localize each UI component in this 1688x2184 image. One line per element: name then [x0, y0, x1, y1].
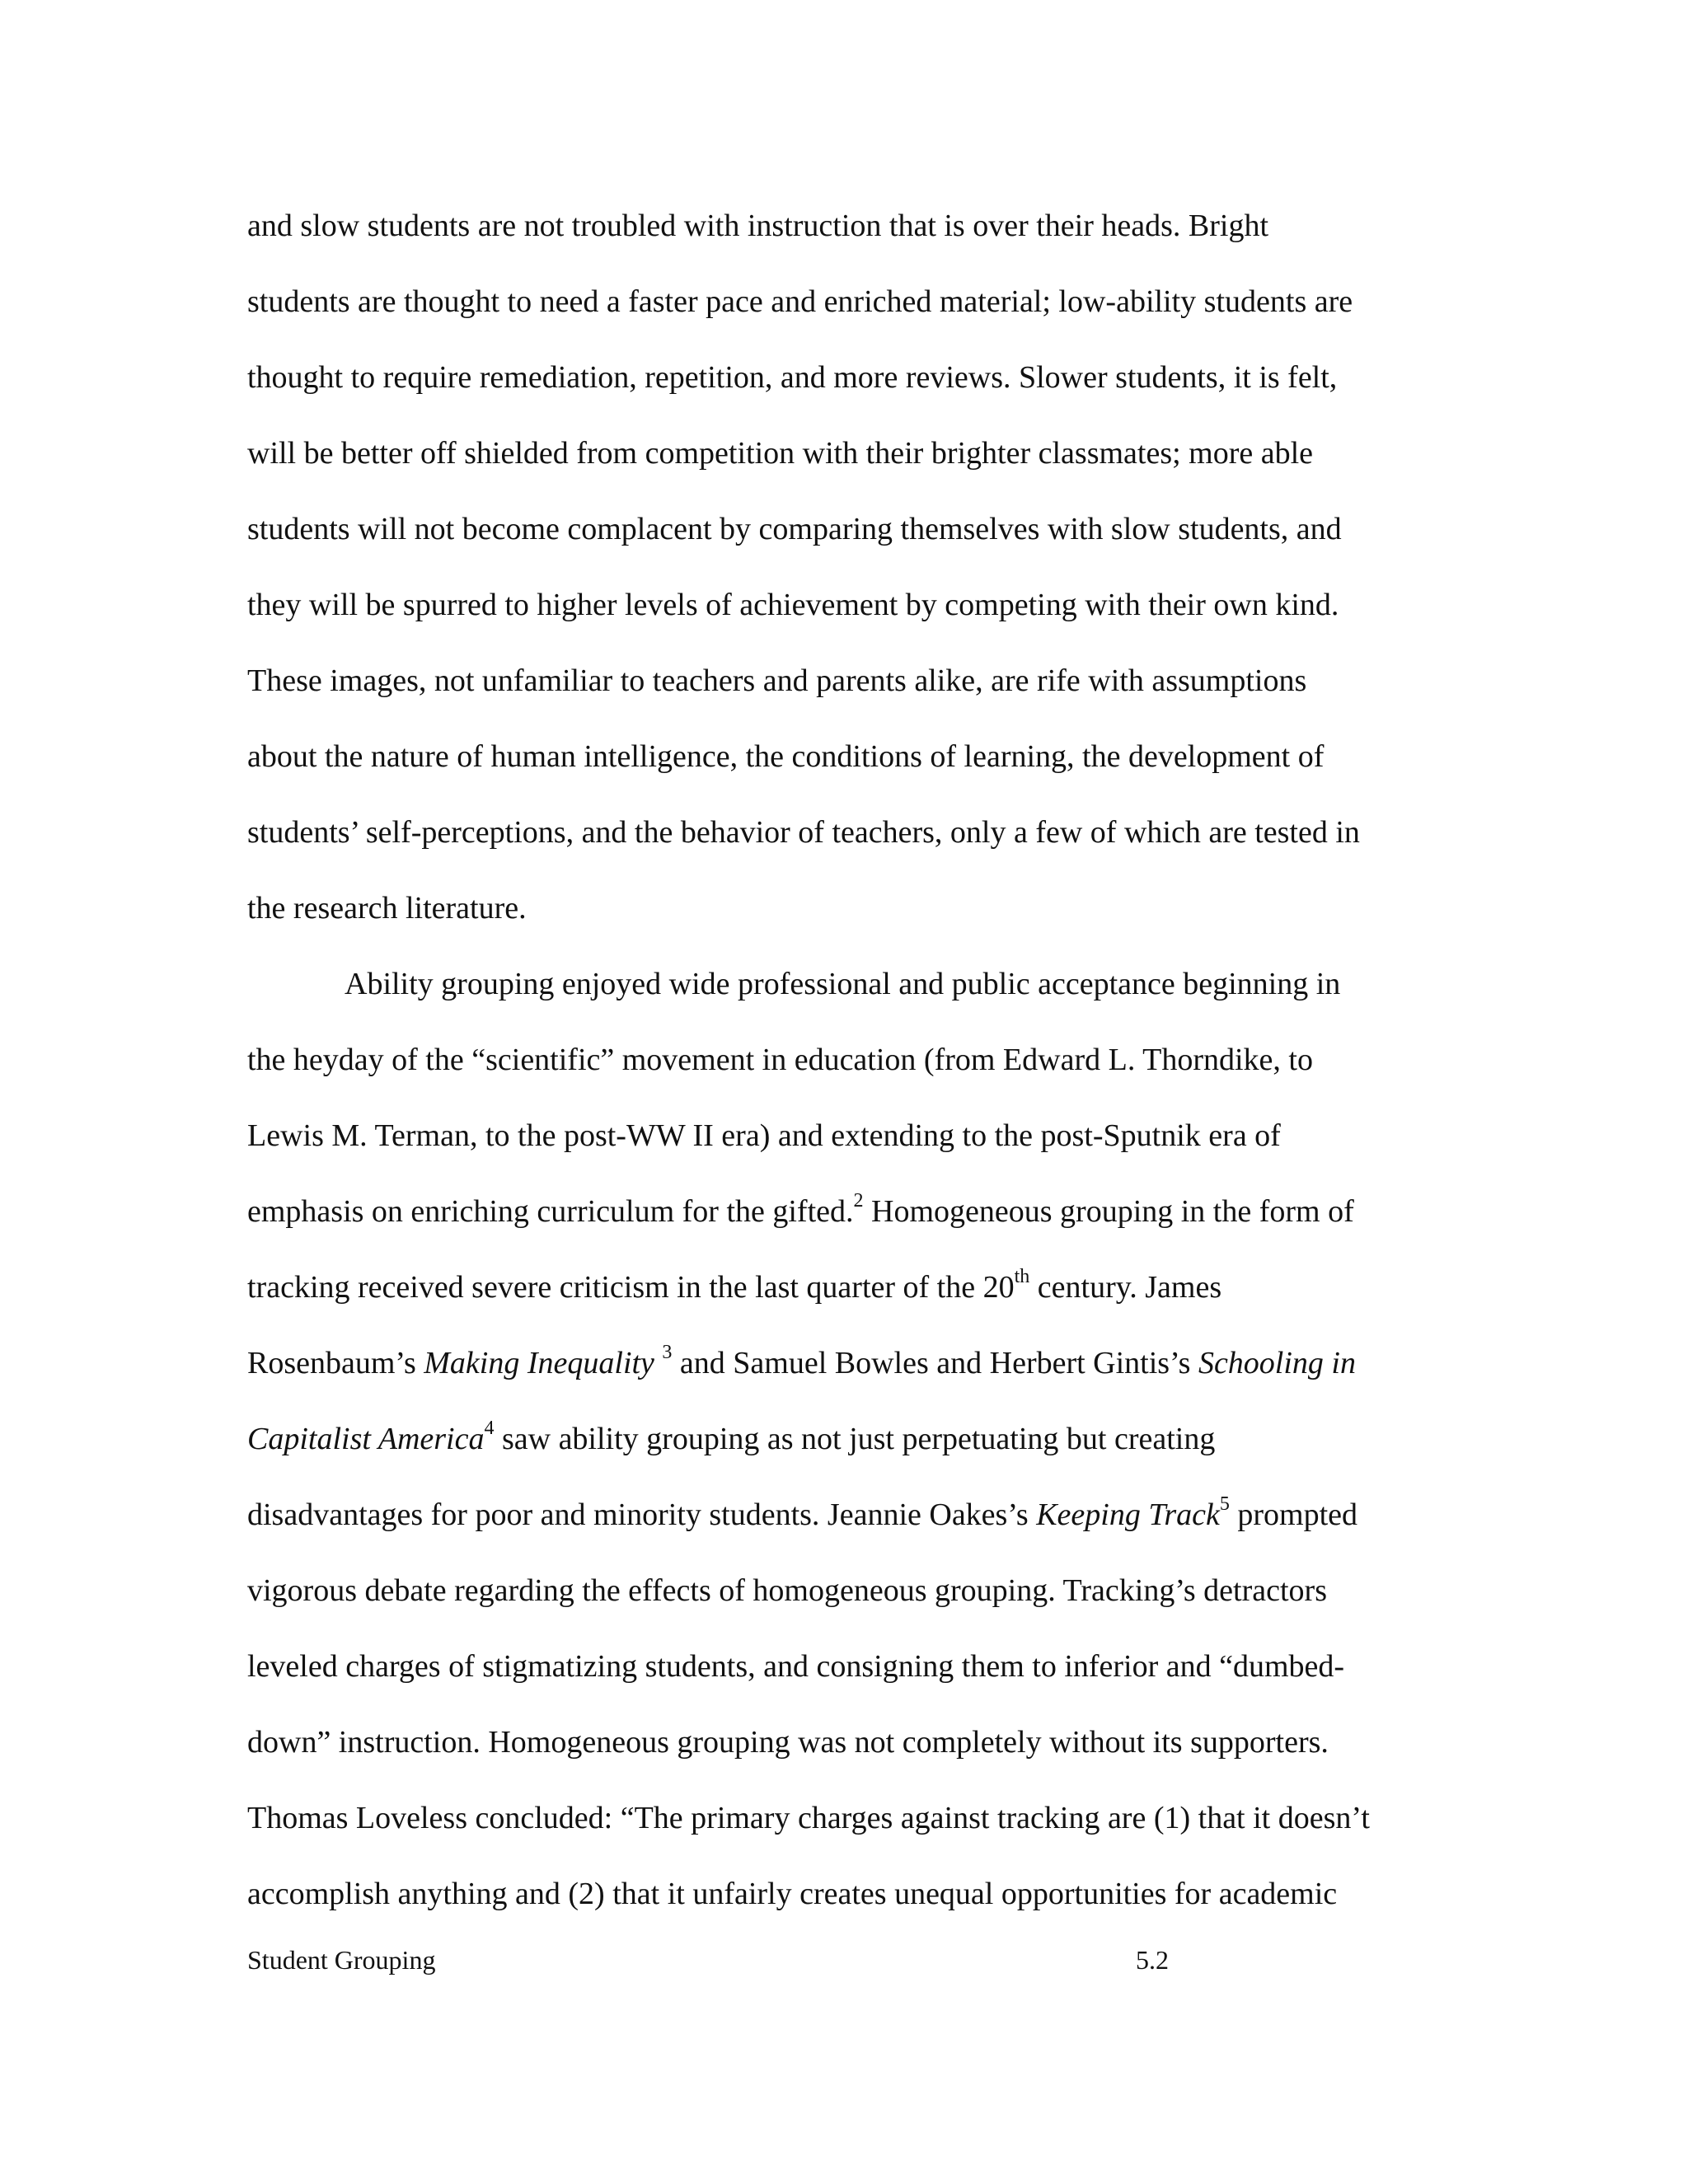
ordinal-suffix: th [1014, 1266, 1030, 1288]
text-segment: tracking received severe criticism in the last quarter of the 20 [247, 1270, 1015, 1305]
book-title: Capitalist America [247, 1422, 485, 1456]
paragraph-1 [247, 188, 1451, 946]
text-line: the research literature. [247, 891, 527, 926]
text-line: accomplish anything and (2) that it unfairly creates unequal opportunities for academic [247, 1877, 1338, 1911]
text-line: Ability grouping enjoyed wide professional and public acceptance beginning in [345, 967, 1341, 1001]
text-segment: century. James [1029, 1270, 1222, 1305]
paragraph-2 [247, 946, 1451, 1932]
footnote-ref-4: 4 [484, 1418, 495, 1440]
text-segment: emphasis on enriching curriculum for the gifted. [247, 1194, 854, 1229]
text-line [247, 1325, 1451, 1401]
text-line: and slow students are not troubled with instruction that is over their heads. Bright [247, 209, 1269, 243]
text-line: students will not become complacent by comparing themselves with slow students, and [247, 512, 1342, 546]
text-line [247, 1401, 1451, 1477]
book-title: Schooling in [1198, 1346, 1356, 1380]
text-line [247, 1174, 1451, 1249]
page-footer [247, 1943, 1451, 1976]
body-text [247, 188, 1451, 1932]
text-line [247, 1477, 1451, 1553]
text-line: These images, not unfamiliar to teachers and parents alike, are rife with assumptions [247, 663, 1307, 698]
text-line: Thomas Loveless concluded: “The primary charges against tracking are (1) that it doesn’t [247, 1801, 1370, 1835]
text-line: will be better off shielded from competition with their brighter classmates; more able [247, 436, 1314, 471]
text-line [247, 1249, 1451, 1325]
text-segment: Homogeneous grouping in the form of [863, 1194, 1354, 1229]
text-segment: disadvantages for poor and minority students. Jeannie Oakes’s [247, 1497, 1037, 1532]
footer-chapter-title: Student Grouping [247, 1945, 436, 1975]
text-segment: Rosenbaum’s [247, 1346, 424, 1380]
text-line: the heyday of the “scientific” movement in education (from Edward L. Thorndike, to [247, 1043, 1313, 1077]
book-title: Keeping Track [1036, 1497, 1220, 1532]
footnote-ref-5: 5 [1219, 1493, 1230, 1516]
text-line: they will be spurred to higher levels of achievement by competing with their own kind. [247, 588, 1339, 622]
text-line: students are thought to need a faster pace and enriched material; low-ability students are [247, 284, 1353, 319]
text-segment: and Samuel Bowles and Herbert Gintis’s [672, 1346, 1198, 1380]
text-line: leveled charges of stigmatizing students, and consigning them to inferior and “dumbed- [247, 1649, 1345, 1684]
footnote-ref-2: 2 [853, 1190, 864, 1212]
text-line: about the nature of human intelligence, the conditions of learning, the development of [247, 739, 1325, 774]
text-line: down” instruction. Homogeneous grouping was not completely without its supporters. [247, 1725, 1329, 1760]
footnote-ref-3: 3 [662, 1342, 673, 1364]
text-segment: prompted [1229, 1497, 1358, 1532]
text-line: students’ self-perceptions, and the behavior of teachers, only a few of which are tested in [247, 815, 1360, 850]
text-line: thought to require remediation, repetition, and more reviews. Slower students, it is felt, [247, 360, 1338, 395]
text-segment [654, 1346, 663, 1380]
text-segment: saw ability grouping as not just perpetuating but creating [494, 1422, 1216, 1456]
book-title: Making Inequality [424, 1346, 654, 1380]
text-line: vigorous debate regarding the effects of homogeneous grouping. Tracking’s detractors [247, 1573, 1327, 1608]
text-line: Lewis M. Terman, to the post-WW II era) and extending to the post-Sputnik era of [247, 1118, 1281, 1153]
page-number: 5.2 [1136, 1945, 1169, 1975]
